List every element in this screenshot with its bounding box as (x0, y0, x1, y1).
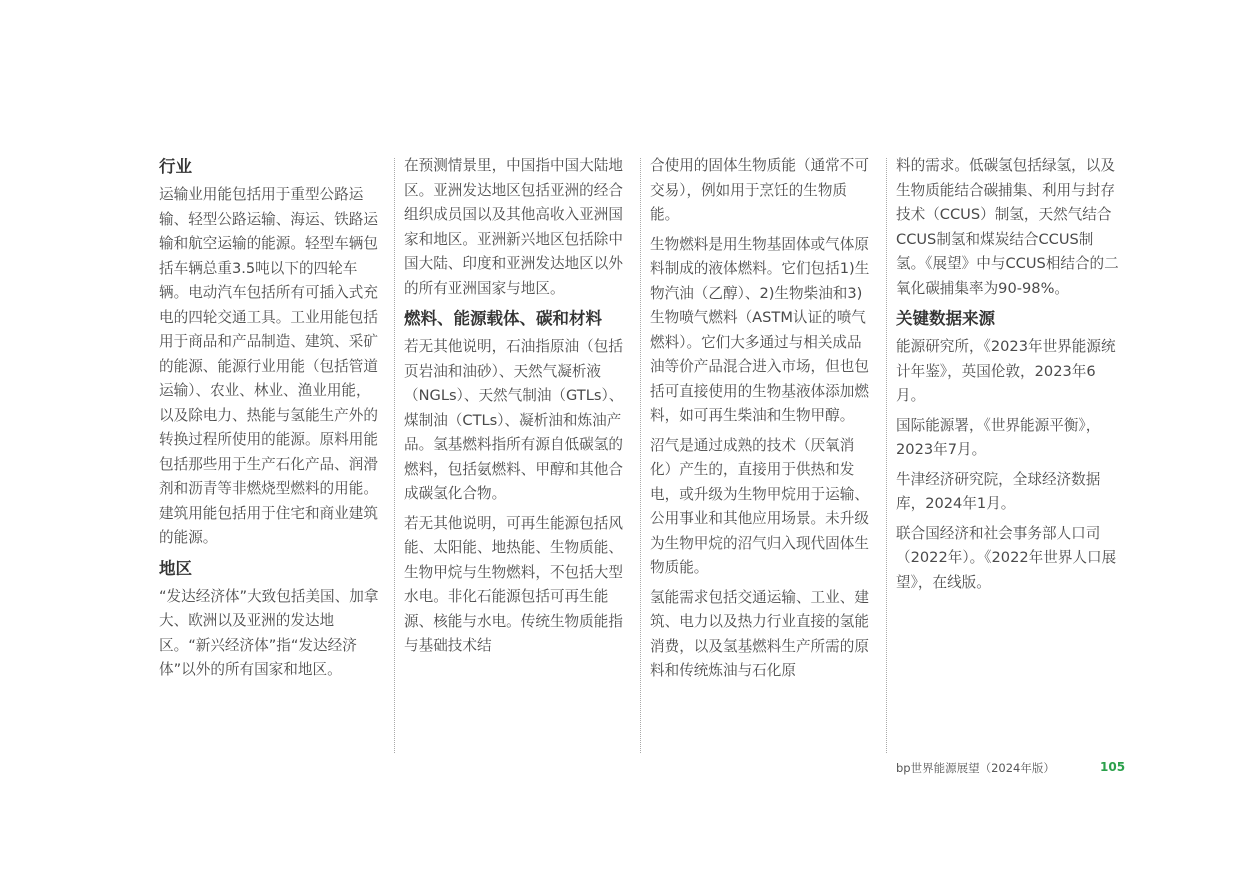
column-1 (159, 154, 385, 688)
paragraph-oil: 若无其他说明，石油指原油（包括页岩油和油砂）、天然气凝析液（NGLs）、天然气制油（GTLs）、煤制油（CTLs）、凝析油和炼油产品。氢基燃料指所有源自低碳氢的燃料，包括氨燃料、甲醇和其他合成碳氢化合物。 (404, 338, 624, 502)
paragraph-region: “发达经济体”大致包括美国、加拿大、欧洲以及亚洲的发达地区。“新兴经济体”指“发达经济体”以外的所有国家和地区。 (159, 587, 379, 678)
heading-fuels: 燃料、能源载体、碳和材料 (404, 309, 602, 328)
paragraph-biofuel: 生物燃料是用生物基固体或气体原料制成的液体燃料。它们包括1)生物汽油（乙醇）、2)生物柴油和3)生物喷气燃料（ASTM认证的喷气燃料）。它们大多通过与相关成品油等价产品混合进入市场，但也包括可直接使用的生物基液体添加燃料，如可再生柴油和生物甲醇。 (650, 235, 870, 424)
paragraph-renewables: 若无其他说明，可再生能源包括风能、太阳能、地热能、生物质能、生物甲烷与生物燃料，不包括大型水电。非化石能源包括可再生能源、核能与水电。传统生物质能指与基础技术结 (404, 514, 623, 654)
source-item: 联合国经济和社会事务部人口司（2022年）。《2022年世界人口展望》，在线版。 (896, 524, 1117, 591)
page-number: 105 (1100, 760, 1126, 774)
column-divider (640, 158, 641, 753)
footer-publication-title: bp世界能源展望（2024年版） (896, 761, 1055, 775)
source-item: 能源研究所，《2023年世界能源统计年鉴》，英国伦敦，2023年6月。 (896, 338, 1116, 404)
paragraph-region-continued: 在预测情景里，中国指中国大陆地区。亚洲发达地区包括亚洲的经合组织成员国以及其他高收入亚洲国家和地区。亚洲新兴地区包括除中国大陆、印度和亚洲发达地区以外的所有亚洲国家与地区。 (404, 157, 623, 297)
paragraph-industry: 运输业用能包括用于重型公路运输、轻型公路运输、海运、铁路运输和航空运输的能源。轻型车辆包括车辆总重3.5吨以下的四轮车辆。电动汽车包括所有可插入式充电的四轮交通工具。工业用能包括用于商品和产品制造、建筑、采矿的能源、能源行业用能（包括管道运输）、农业、林业、渔业用能，以及除电力、热能与氢能生产外的转换过程所使用的能源。原料用能包括那些用于生产石化产品、润滑剂和沥青等非燃烧型燃料的用能。建筑用能包括用于住宅和商业建筑的能源。 (159, 186, 378, 546)
heading-region: 地区 (159, 558, 192, 578)
heading-data-sources: 关键数据来源 (896, 309, 995, 328)
heading-industry: 行业 (159, 157, 192, 176)
column-2 (404, 154, 630, 664)
column-4 (896, 154, 1122, 600)
paragraph-hydrogen: 氢能需求包括交通运输、工业、建筑、电力以及热力行业直接的氢能消费，以及氢基燃料生产所需的原料和传统炼油与石化原 (650, 588, 869, 679)
paragraph-biogas: 沼气是通过成熟的技术（厌氧消化）产生的，直接用于供热和发电，或升级为生物甲烷用于运输、公用事业和其他应用场景。未升级为生物甲烷的沼气归入现代固体生物质能。 (650, 436, 869, 576)
paragraph-hydrogen-continued: 料的需求。低碳氢包括绿氢，以及生物质能结合碳捕集、利用与封存技术（CCUS）制氢，天然气结合CCUS制氢和煤炭结合CCUS制氢。《展望》中与CCUS相结合的二氧化碳捕集率为90-98%。 (896, 157, 1119, 297)
source-item: 牛津经济研究院，全球经济数据库，2024年1月。 (896, 470, 1101, 512)
column-3 (650, 154, 876, 689)
column-divider (394, 158, 395, 753)
column-divider (886, 158, 887, 753)
paragraph-biomass: 合使用的固体生物质能（通常不可交易），例如用于烹饪的生物质能。 (650, 157, 869, 223)
source-item: 国际能源署，《世界能源平衡》，2023年7月。 (896, 416, 1101, 458)
